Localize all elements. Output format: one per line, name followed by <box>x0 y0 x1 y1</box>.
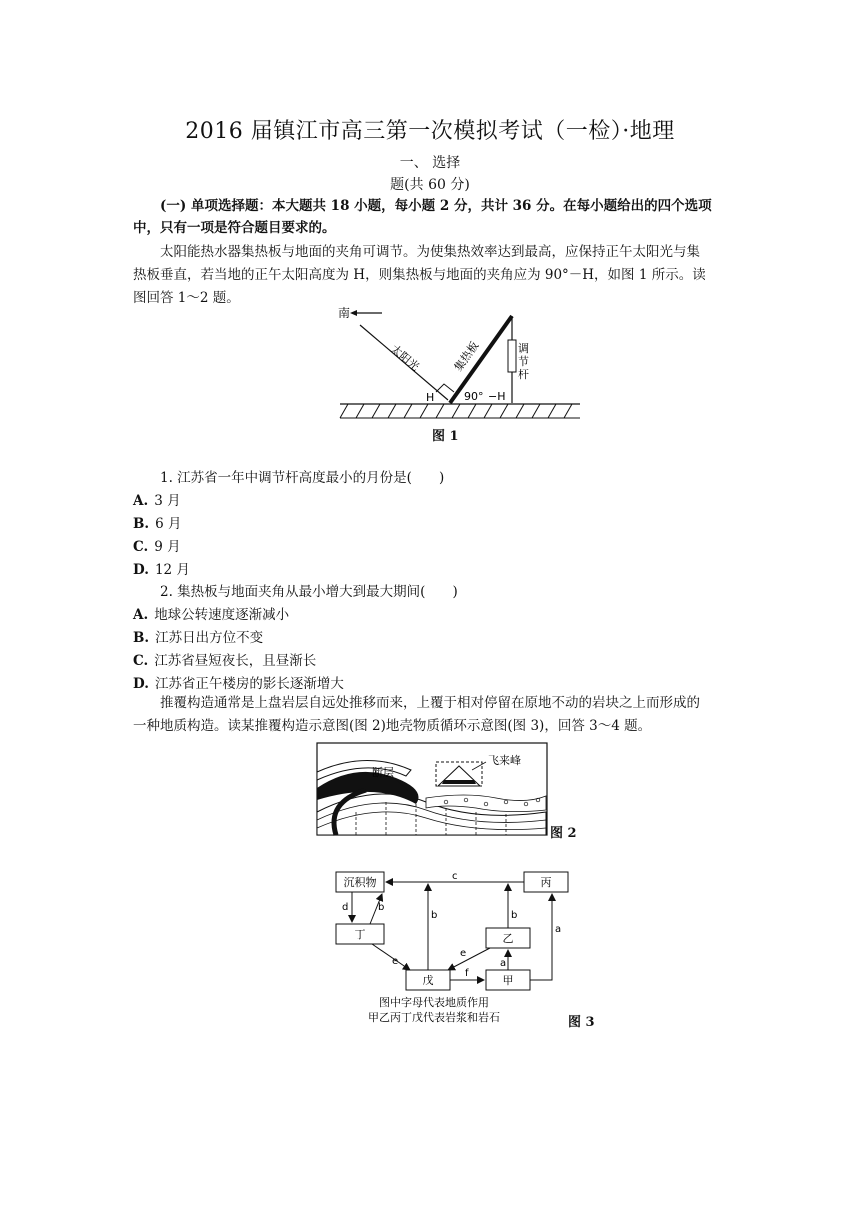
intro-line-1: (一) 单项选择题：本大题共 18 小题，每小题 2 分，共计 36 分。在每小题给出的四个选项 <box>160 198 712 214</box>
label-b-2: b <box>431 910 438 921</box>
option-key: B. <box>133 516 150 532</box>
box-ding-label: 丁 <box>354 928 366 941</box>
option-text: 江苏省正午楼房的影长逐渐增大 <box>154 676 344 692</box>
box-wu-label: 戊 <box>422 974 434 987</box>
figure-3-caption: 图 3 <box>568 1015 595 1030</box>
south-label: 南 <box>338 306 351 320</box>
option-key: B. <box>133 630 150 646</box>
angle-90-label: 90° <box>464 390 484 403</box>
passage1-line-3: 图回答 1～2 题。 <box>133 290 240 306</box>
question-2-option-d[interactable] <box>133 672 344 692</box>
option-key: D. <box>133 562 149 578</box>
label-b-1: b <box>378 902 385 913</box>
option-text: 9 月 <box>154 539 181 555</box>
rod-label-3: 杆 <box>518 368 529 381</box>
south-arrow-head <box>350 310 357 316</box>
question-2-stem: 2. 集热板与地面夹角从最小增大到最大期间( ) <box>160 584 458 600</box>
option-text: 6 月 <box>155 516 182 532</box>
option-key: C. <box>133 539 149 555</box>
question-1-option-b[interactable] <box>133 512 182 532</box>
adjust-rod-box <box>508 340 516 372</box>
figure-3-note-1: 图中字母代表地质作用 <box>379 996 489 1009</box>
angle-minus-h-label: −H <box>488 390 506 403</box>
option-text: 地球公转速度逐渐减小 <box>154 607 290 623</box>
label-f: f <box>465 968 469 979</box>
question-2-option-b[interactable] <box>133 626 263 646</box>
intro-line-2: 中，只有一项是符合题目要求的。 <box>133 220 336 236</box>
option-key: D. <box>133 676 149 692</box>
option-key: A. <box>133 493 149 509</box>
label-b-3: b <box>511 910 518 921</box>
option-key: C. <box>133 653 149 669</box>
box-sediment-label: 沉积物 <box>343 876 377 889</box>
question-2-option-c[interactable] <box>133 649 316 669</box>
label-a-2: a <box>555 924 562 935</box>
question-1-option-c[interactable] <box>133 535 181 555</box>
peak-label: 飞来峰 <box>488 754 521 767</box>
box-jia-label: 甲 <box>502 974 514 987</box>
passage1-line-2: 热板垂直，若当地的正午太阳高度为 H，则集热板与地面的夹角应为 90°－H，如图 1 所示。读 <box>133 267 706 283</box>
passage1-line-1: 太阳能热水器集热板与地面的夹角可调节。为使集热效率达到最高，应保持正午太阳光与集 <box>160 244 700 260</box>
option-text: 12 月 <box>154 562 190 578</box>
box-yi-label: 乙 <box>502 932 514 945</box>
fault-label: 断层 <box>372 766 394 779</box>
box-bing-label: 丙 <box>540 876 552 889</box>
angle-h-label: H <box>426 391 435 404</box>
section-subheading: 题(共 60 分) <box>390 177 470 193</box>
figure-1-solar-panel-diagram <box>330 300 590 440</box>
rod-label-2: 节 <box>518 355 529 368</box>
peak-black-band <box>442 780 476 784</box>
page-title: 2016 届镇江市高三第一次模拟考试（一检）·地理 <box>185 119 675 144</box>
option-key: A. <box>133 607 149 623</box>
label-a-1: a <box>500 958 507 969</box>
passage2-line-1: 推覆构造通常是上盘岩层自远处推移而来，上覆于相对停留在原地不动的岩块之上而形成的 <box>160 695 700 711</box>
right-angle-mark <box>436 384 454 392</box>
figure-1-caption: 图 1 <box>432 429 459 444</box>
figure-2-caption: 图 2 <box>550 826 577 841</box>
label-d: d <box>342 902 349 913</box>
ground-hatching <box>340 404 572 418</box>
option-text: 3 月 <box>154 493 181 509</box>
figure-3-note-2: 甲乙丙丁戊代表岩浆和岩石 <box>368 1011 500 1024</box>
question-2-option-a[interactable] <box>133 603 289 623</box>
panel-label: 集热板 <box>451 339 482 374</box>
option-text: 江苏日出方位不变 <box>155 630 264 646</box>
question-1-stem: 1. 江苏省一年中调节杆高度最小的月份是( ) <box>160 470 445 486</box>
question-1-option-d[interactable] <box>133 558 190 578</box>
question-1-option-a[interactable] <box>133 489 181 509</box>
rod-label-1: 调 <box>518 342 529 355</box>
label-c: c <box>452 871 458 882</box>
label-e-2: e <box>460 948 467 959</box>
sunlight-label: 太阳光 <box>388 342 422 374</box>
label-e-1: e <box>392 956 399 967</box>
section-heading: 一、 选择 <box>399 155 461 171</box>
figure-2-nappe-structure <box>316 742 548 836</box>
figure-3-rock-cycle <box>330 866 580 1028</box>
passage2-line-2: 一种地质构造。读某推覆构造示意图(图 2)地壳物质循环示意图(图 3)，回答 3～4 题。 <box>133 718 652 734</box>
option-text: 江苏省昼短夜长，且昼渐长 <box>154 653 317 669</box>
